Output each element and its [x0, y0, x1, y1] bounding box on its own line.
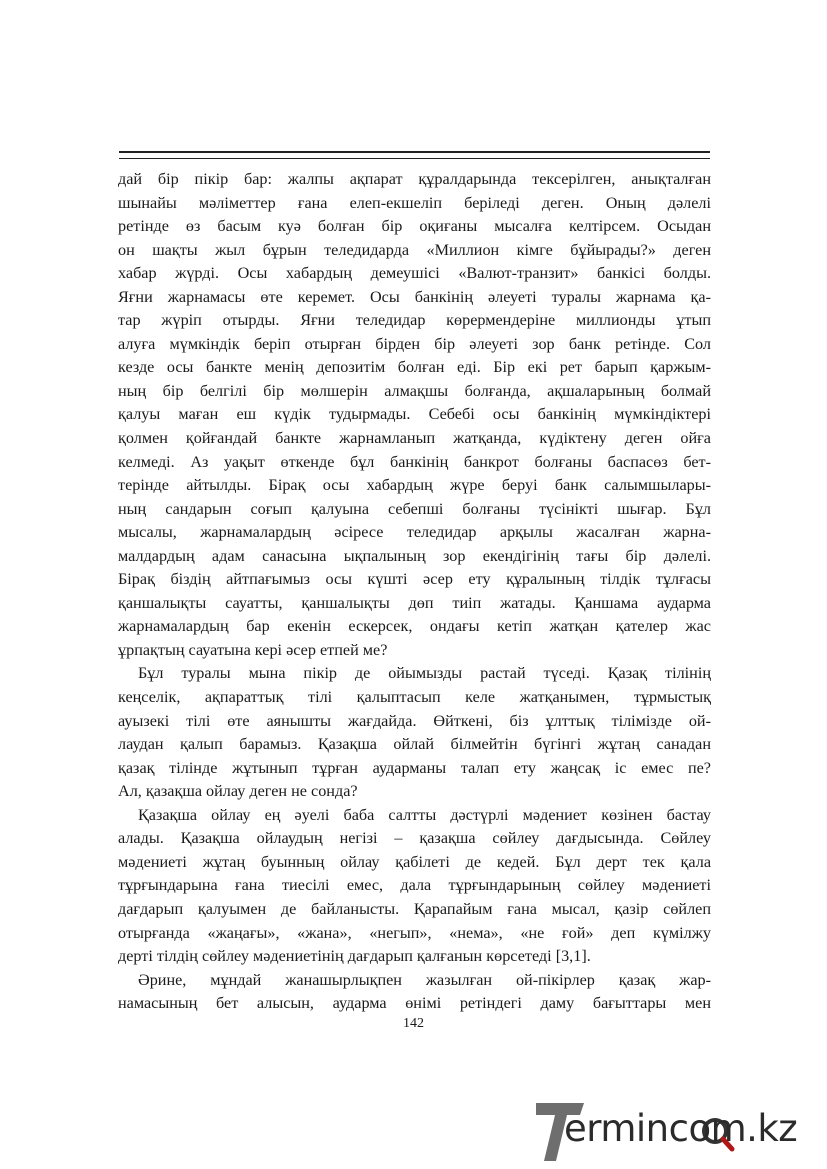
text-line: лаудан қалып барамыз. Қазақша ойлай білмейтін бүгінгі жұтаң санадан — [118, 735, 711, 754]
text-line: Әрине, мұндай жанашырлықпен жазылған ой-пікірлер қазақ жар- — [138, 970, 711, 989]
body-text — [118, 168, 711, 1016]
text-line: дағдарып қалуымен де байланысты. Қарапайым ғана мысал, қазір сөйлеп — [118, 899, 711, 918]
text-line: алуға мүмкіндік беріп отырған бірден бір әлеуеті зор банк ретінде. Сол — [118, 334, 711, 353]
text-line: ұрпақтың сауатына кері әсер етпей ме? — [118, 640, 388, 659]
text-line: Бұл туралы мына пікір де ойымызды растай түседі. Қазақ тілінің — [138, 664, 711, 683]
text-line: келмеді. Аз уақыт өткенде бұл банкінің банкрот болғаны баспасөз бет- — [118, 452, 711, 471]
paragraph — [118, 804, 711, 969]
text-line: дерті тілдің сөйлеу мәдениетінің дағдарып қалғанын көрсетеді [3,1]. — [118, 947, 591, 966]
text-line: ауызекі тілі өте аянышты жағдайда. Өйткені, біз ұлттық тілімізде ой- — [118, 711, 711, 730]
text-line: кеңселік, ақпараттық тілі қалыптасып келе жатқанымен, тұрмыстық — [118, 688, 711, 707]
text-line: он шақты жыл бұрын теледидарда «Миллион кімге бұйырады?» деген — [118, 240, 711, 259]
text-line: алады. Қазақша ойлаудың негізі – қазақша сөйлеу дағдысында. Сөйлеу — [118, 829, 711, 848]
text-line: отырғанда «жаңағы», «жана», «негып», «нема», «не ғой» деп күмілжу — [118, 923, 711, 942]
text-line: дай бір пікір бар: жалпы ақпарат құралдарында тексерілген, анықталған — [118, 170, 711, 188]
header-rule-thick — [119, 151, 710, 153]
text-line: Қазақша ойлау ең әуелі баба салтты дәстүрлі мәдениет көзінен бастау — [138, 805, 711, 824]
text-line: қолмен қойғандай банкте жарнамланып жатқанда, күдіктену деген ойға — [118, 429, 711, 448]
text-line: малдардың адам санасына ықпалының зор екендігінің тағы бір дәлелі. — [118, 546, 711, 565]
text-line: тар жүріп отырды. Яғни теледидар көрермендеріне миллионды ұтып — [118, 311, 711, 330]
text-line: ретінде өз басым куә болған бір оқиғаны мысалға келтірсем. Осыдан — [118, 217, 711, 236]
paragraph — [118, 168, 711, 662]
text-line: шынайы мәліметтер ғана елеп-екшеліп беріледі деген. Оның дәлелі — [118, 193, 711, 212]
text-line: қазақ тілінде жұтынып тұрған аударманы талап ету жаңсақ іс емес пе? — [118, 758, 711, 777]
text-line: терінде айтылды. Бірақ осы хабардың жүре беруі банк салымшылары- — [118, 476, 711, 495]
text-line: Ал, қазақша ойлау деген не сонда? — [118, 782, 358, 801]
termincom-logo[interactable] — [536, 1103, 816, 1163]
text-line: қалуы маған еш күдік тудырмады. Себебі осы банкінің мүмкіндіктері — [118, 405, 711, 424]
logo-text: ermincom.kz — [564, 1107, 798, 1150]
text-line: жарнамалардың бар екенін ескерсек, ондағы кетіп жатқан қателер жас — [118, 617, 711, 636]
text-line: қаншалықты сауатты, қаншалықты дөп тиіп жатады. Қаншама аударма — [118, 593, 711, 612]
text-line: ның сандарын соғып қалуына себепші болғаны түсінікті шығар. Бұл — [118, 499, 711, 518]
page-number: 142 — [403, 1016, 424, 1031]
text-line: хабар жүрді. Осы хабардың демеушісі «Валют-транзит» банкісі болды. — [118, 264, 711, 283]
paragraph — [118, 969, 711, 1016]
text-line: мысалы, жарнамалардың әсіресе теледидар арқылы жасалған жарна- — [118, 523, 711, 542]
paragraph — [118, 662, 711, 803]
header-rule-thin — [119, 158, 710, 159]
text-line: мәдениеті жұтаң буынның ойлау қабілеті де кедей. Бұл дерт тек қала — [118, 852, 711, 871]
text-line: намасының бет алысын, аударма өнімі ретіндегі даму бағыттары мен — [118, 994, 711, 1013]
text-line: тұрғындарына ғана тиесілі емес, дала тұрғындарының сөйлеу мәдениеті — [118, 876, 711, 895]
text-line: ның бір белгілі бір мөлшерін алмақшы болғанда, ақшаларының болмай — [118, 381, 711, 400]
text-line: Яғни жарнамасы өте керемет. Осы банкінің әлеуеті туралы жарнама қа- — [118, 287, 711, 306]
text-line: Бірақ біздің айтпағымыз осы күшті әсер ету құралының тілдік тұлғасы — [118, 570, 711, 589]
text-line: кезде осы банкте менің депозитім болған еді. Бір екі рет барып қаржым- — [118, 358, 711, 377]
